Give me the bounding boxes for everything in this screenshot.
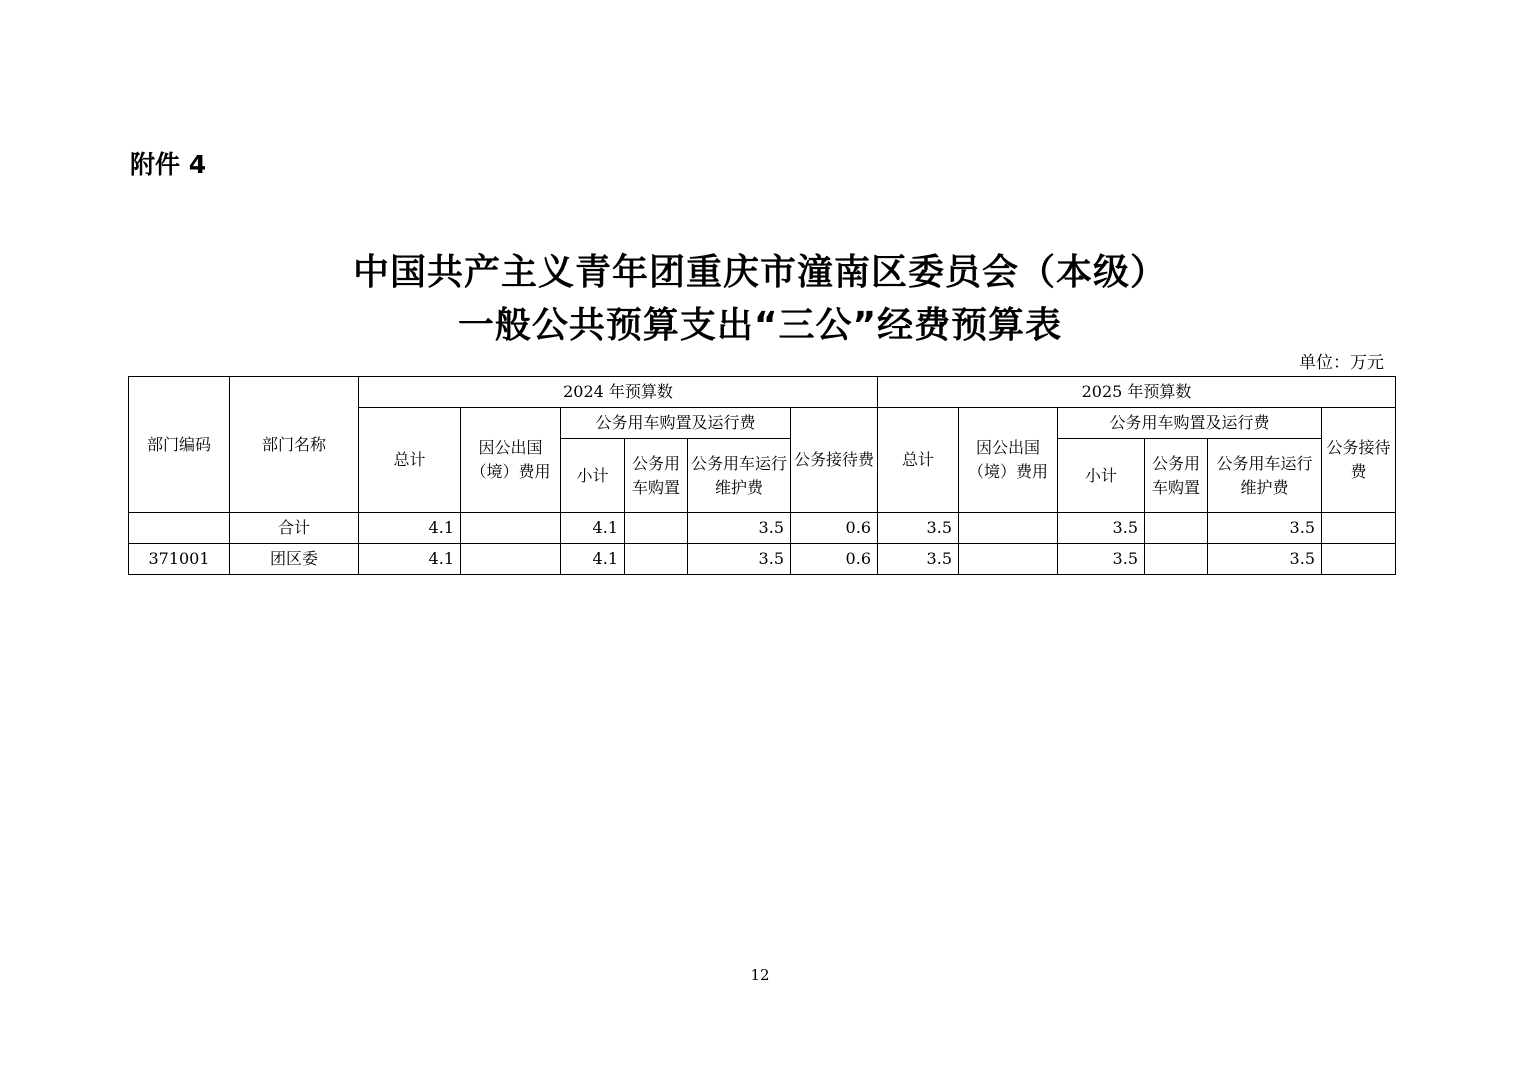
cell-2025-vehicle-operation: 3.5 [1208,513,1322,544]
cell-2025-vehicle-purchase [1145,513,1208,544]
header-2024-vehicle-group: 公务用车购置及运行费 [561,408,791,439]
header-2025-abroad: 因公出国（境）费用 [959,408,1058,513]
cell-2025-subtotal: 3.5 [1058,513,1145,544]
cell-2025-abroad [959,513,1058,544]
document-title-line1: 中国共产主义青年团重庆市潼南区委员会（本级） [352,252,1167,293]
header-2025-vehicle-group: 公务用车购置及运行费 [1058,408,1322,439]
table-row [129,513,1396,544]
cell-2024-subtotal: 4.1 [561,513,625,544]
document-title-line2: 一般公共预算支出“三公”经费预算表 [457,305,1063,346]
header-2025-vehicle-operation: 公务用车运行维护费 [1208,439,1322,513]
cell-dept-name: 团区委 [230,544,359,575]
header-2025-total: 总计 [878,408,959,513]
cell-2024-abroad [461,544,561,575]
cell-2025-reception [1322,513,1396,544]
cell-dept-code [129,513,230,544]
header-row-years [129,377,1396,408]
header-2024-total: 总计 [359,408,461,513]
unit-label: 单位：万元 [1299,353,1384,373]
cell-2024-total: 4.1 [359,513,461,544]
cell-2024-reception: 0.6 [791,513,878,544]
table-row [129,544,1396,575]
cell-dept-name: 合计 [230,513,359,544]
header-2024-abroad: 因公出国（境）费用 [461,408,561,513]
header-year-2024: 2024 年预算数 [359,377,878,408]
cell-2025-total: 3.5 [878,513,959,544]
cell-2024-abroad [461,513,561,544]
header-dept-name: 部门名称 [230,377,359,513]
cell-2024-reception: 0.6 [791,544,878,575]
cell-2025-abroad [959,544,1058,575]
cell-2025-reception [1322,544,1396,575]
header-2025-reception: 公务接待费 [1322,408,1396,513]
cell-2024-total: 4.1 [359,544,461,575]
cell-2024-subtotal: 4.1 [561,544,625,575]
header-year-2025: 2025 年预算数 [878,377,1396,408]
header-dept-code: 部门编码 [129,377,230,513]
header-2024-vehicle-purchase: 公务用车购置 [625,439,688,513]
budget-table [128,376,1396,575]
cell-2025-total: 3.5 [878,544,959,575]
page-number: 12 [750,966,770,984]
header-2024-subtotal: 小计 [561,439,625,513]
cell-2024-vehicle-operation: 3.5 [688,544,791,575]
header-2025-vehicle-purchase: 公务用车购置 [1145,439,1208,513]
header-2024-reception: 公务接待费 [791,408,878,513]
cell-2024-vehicle-purchase [625,513,688,544]
cell-2024-vehicle-purchase [625,544,688,575]
cell-dept-code: 371001 [129,544,230,575]
attachment-label: 附件 4 [130,150,207,179]
header-2025-subtotal: 小计 [1058,439,1145,513]
cell-2025-vehicle-operation: 3.5 [1208,544,1322,575]
header-2024-vehicle-operation: 公务用车运行维护费 [688,439,791,513]
cell-2024-vehicle-operation: 3.5 [688,513,791,544]
cell-2025-subtotal: 3.5 [1058,544,1145,575]
cell-2025-vehicle-purchase [1145,544,1208,575]
